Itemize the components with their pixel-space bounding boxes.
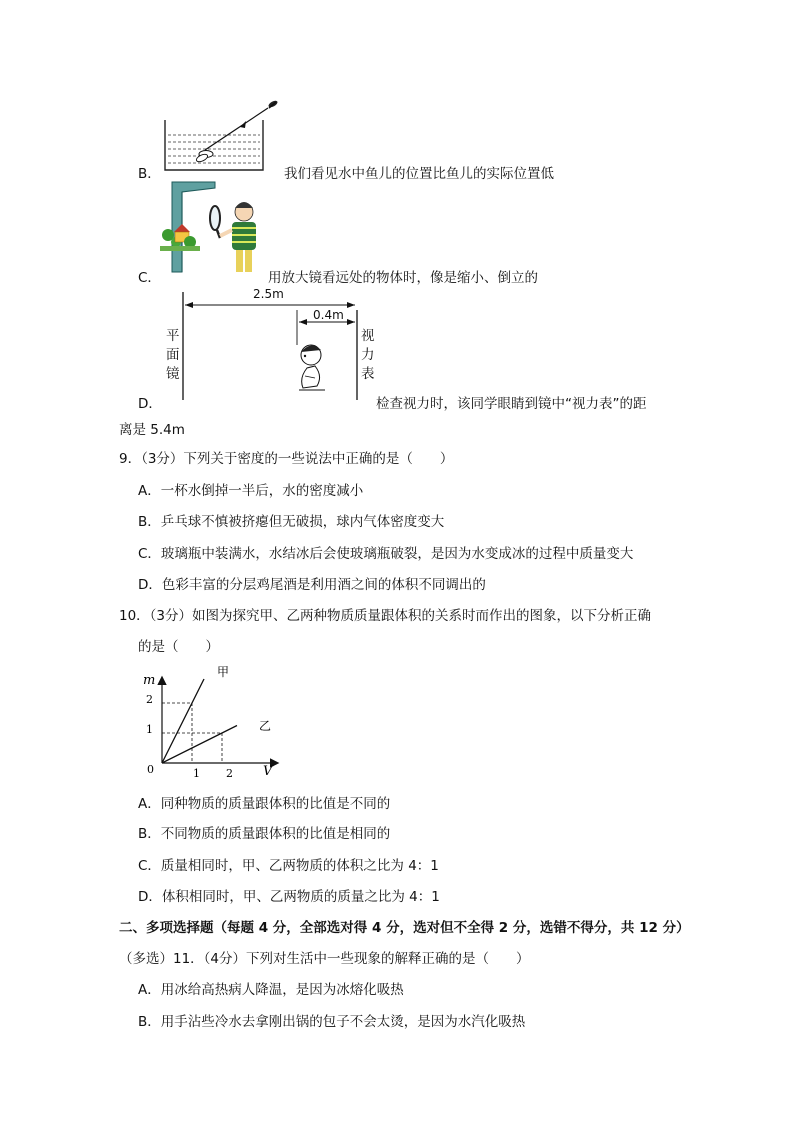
q8-option-d-label: D．	[138, 396, 162, 412]
mirror-label-3: 镜	[166, 366, 180, 382]
q11-stem: （多选）11．（4分）下列对生活中一些现象的解释正确的是（ ）	[119, 951, 530, 967]
mirror-label-2: 面	[166, 347, 180, 363]
q11-option-a: A．用冰给高热病人降温，是因为冰熔化吸热	[138, 982, 404, 998]
y-tick-1: 1	[146, 723, 153, 736]
series-line-2	[162, 726, 237, 764]
q9-stem: 9．（3分）下列关于密度的一些说法中正确的是（ ）	[119, 451, 454, 467]
y-axis-label: m	[143, 673, 156, 688]
q10-option-d: D．体积相同时，甲、乙两物质的质量之比为 4：1	[138, 889, 440, 905]
mirror-label-1: 平	[166, 328, 180, 344]
fish-refraction-figure	[160, 100, 270, 175]
q9-option-d: D．色彩丰富的分层鸡尾酒是利用酒之间的体积不同调出的	[138, 577, 486, 593]
chart-label-2: 力	[361, 347, 375, 363]
series-line-1	[162, 679, 204, 763]
q8-option-d-text-line1: 检查视力时，该同学眼睛到镜中“视力表”的距	[376, 396, 647, 412]
series-label-yi: 乙	[259, 719, 272, 733]
q10-stem-line1: 10．（3分）如图为探究甲、乙两种物质质量跟体积的关系时而作出的图象，以下分析正确	[119, 608, 652, 624]
q8-option-b-label: B．	[138, 166, 161, 182]
q10-option-c: C．质量相同时，甲、乙两物质的体积之比为 4：1	[138, 858, 439, 874]
magnifier-figure	[160, 180, 270, 275]
q10-option-b: B．不同物质的质量跟体积的比值是相同的	[138, 826, 391, 842]
q8-option-c-text: 用放大镜看远处的物体时，像是缩小、倒立的	[268, 270, 538, 286]
q8-option-c-label: C．	[138, 270, 161, 286]
x-tick-1: 1	[193, 767, 200, 780]
chart-label-3: 表	[361, 366, 375, 382]
q9-option-b: B．乒乓球不慎被挤瘪但无破损，球内气体密度变大	[138, 514, 445, 530]
q9-option-c: C．玻璃瓶中装满水，水结冰后会使玻璃瓶破裂，是因为水变成冰的过程中质量变大	[138, 546, 634, 562]
q10-stem-line2: 的是（ ）	[138, 639, 219, 655]
origin-label: 0	[147, 763, 154, 776]
section2-heading: 二、多项选择题（每题 4 分，全部选对得 4 分，选对但不全得 2 分，选错不得分，共 12 分）	[119, 920, 690, 936]
distance-small-label: 0.4m	[313, 308, 344, 322]
chart-label-1: 视	[361, 328, 375, 344]
x-axis-label: V	[263, 764, 273, 779]
q10-option-a: A．同种物质的质量跟体积的比值是不同的	[138, 796, 391, 812]
series-label-jia: 甲	[217, 665, 230, 679]
x-tick-2: 2	[226, 767, 233, 780]
eye-test-figure	[165, 290, 365, 400]
q11-option-b: B．用手沾些冷水去拿刚出锅的包子不会太烫，是因为水汽化吸热	[138, 1014, 526, 1030]
y-tick-2: 2	[146, 693, 153, 706]
q9-option-a: A．一杯水倒掉一半后，水的密度减小	[138, 483, 364, 499]
q8-option-d-text-line2: 离是 5.4m	[119, 422, 185, 438]
distance-total-label: 2.5m	[253, 287, 284, 301]
mass-volume-chart	[135, 660, 285, 785]
q8-option-b-text: 我们看见水中鱼儿的位置比鱼儿的实际位置低	[284, 166, 554, 182]
